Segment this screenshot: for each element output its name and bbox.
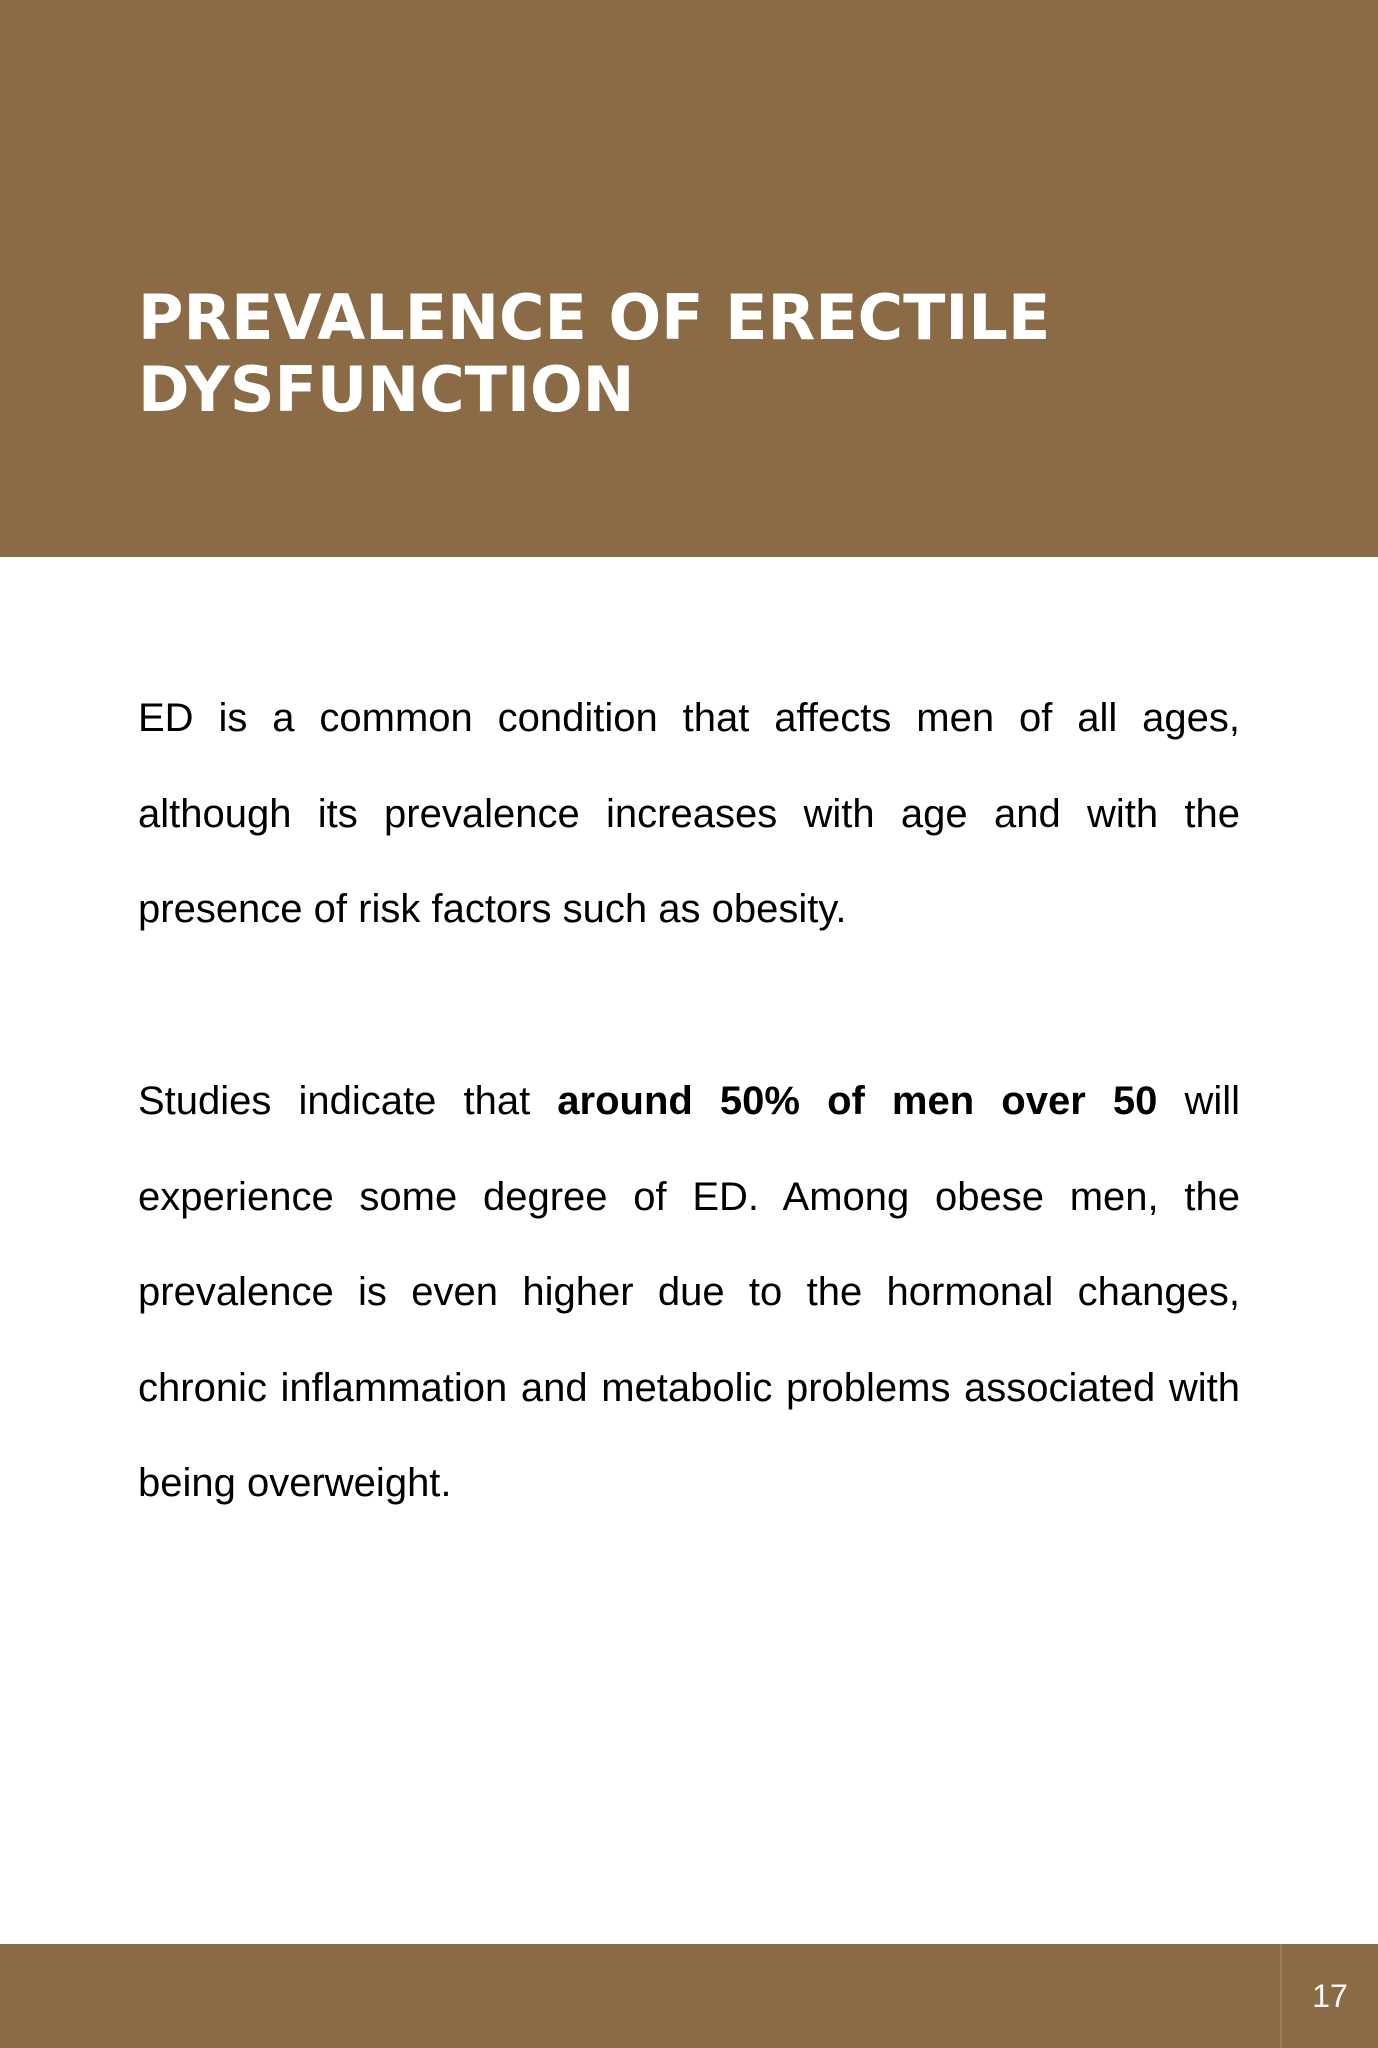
header-band xyxy=(0,0,1378,557)
page-number: 17 xyxy=(1312,1977,1348,2014)
paragraph-studies-lead: Studies indicate that xyxy=(138,1079,558,1123)
paragraph-studies xyxy=(138,1054,1240,1532)
paragraph-studies-emphasis: around 50% of men over 50 xyxy=(557,1079,1158,1123)
footer-band xyxy=(0,1944,1378,2048)
page-title: PREVALENCE OF ERECTILE DYSFUNCTION xyxy=(138,281,1051,426)
paragraph-studies-rest: will experience some degree of ED. Among obese men, the prevalence is even higher due to the hormonal changes, chronic inflammation and metabolic problems associated with being overweight. xyxy=(138,1079,1240,1505)
paragraph-prevalence-intro: ED is a common condition that affects men of all ages, although its prevalence increases with age and with the presence of risk factors such as obesity. xyxy=(138,696,1240,931)
page-number-box xyxy=(1280,1944,1378,2048)
